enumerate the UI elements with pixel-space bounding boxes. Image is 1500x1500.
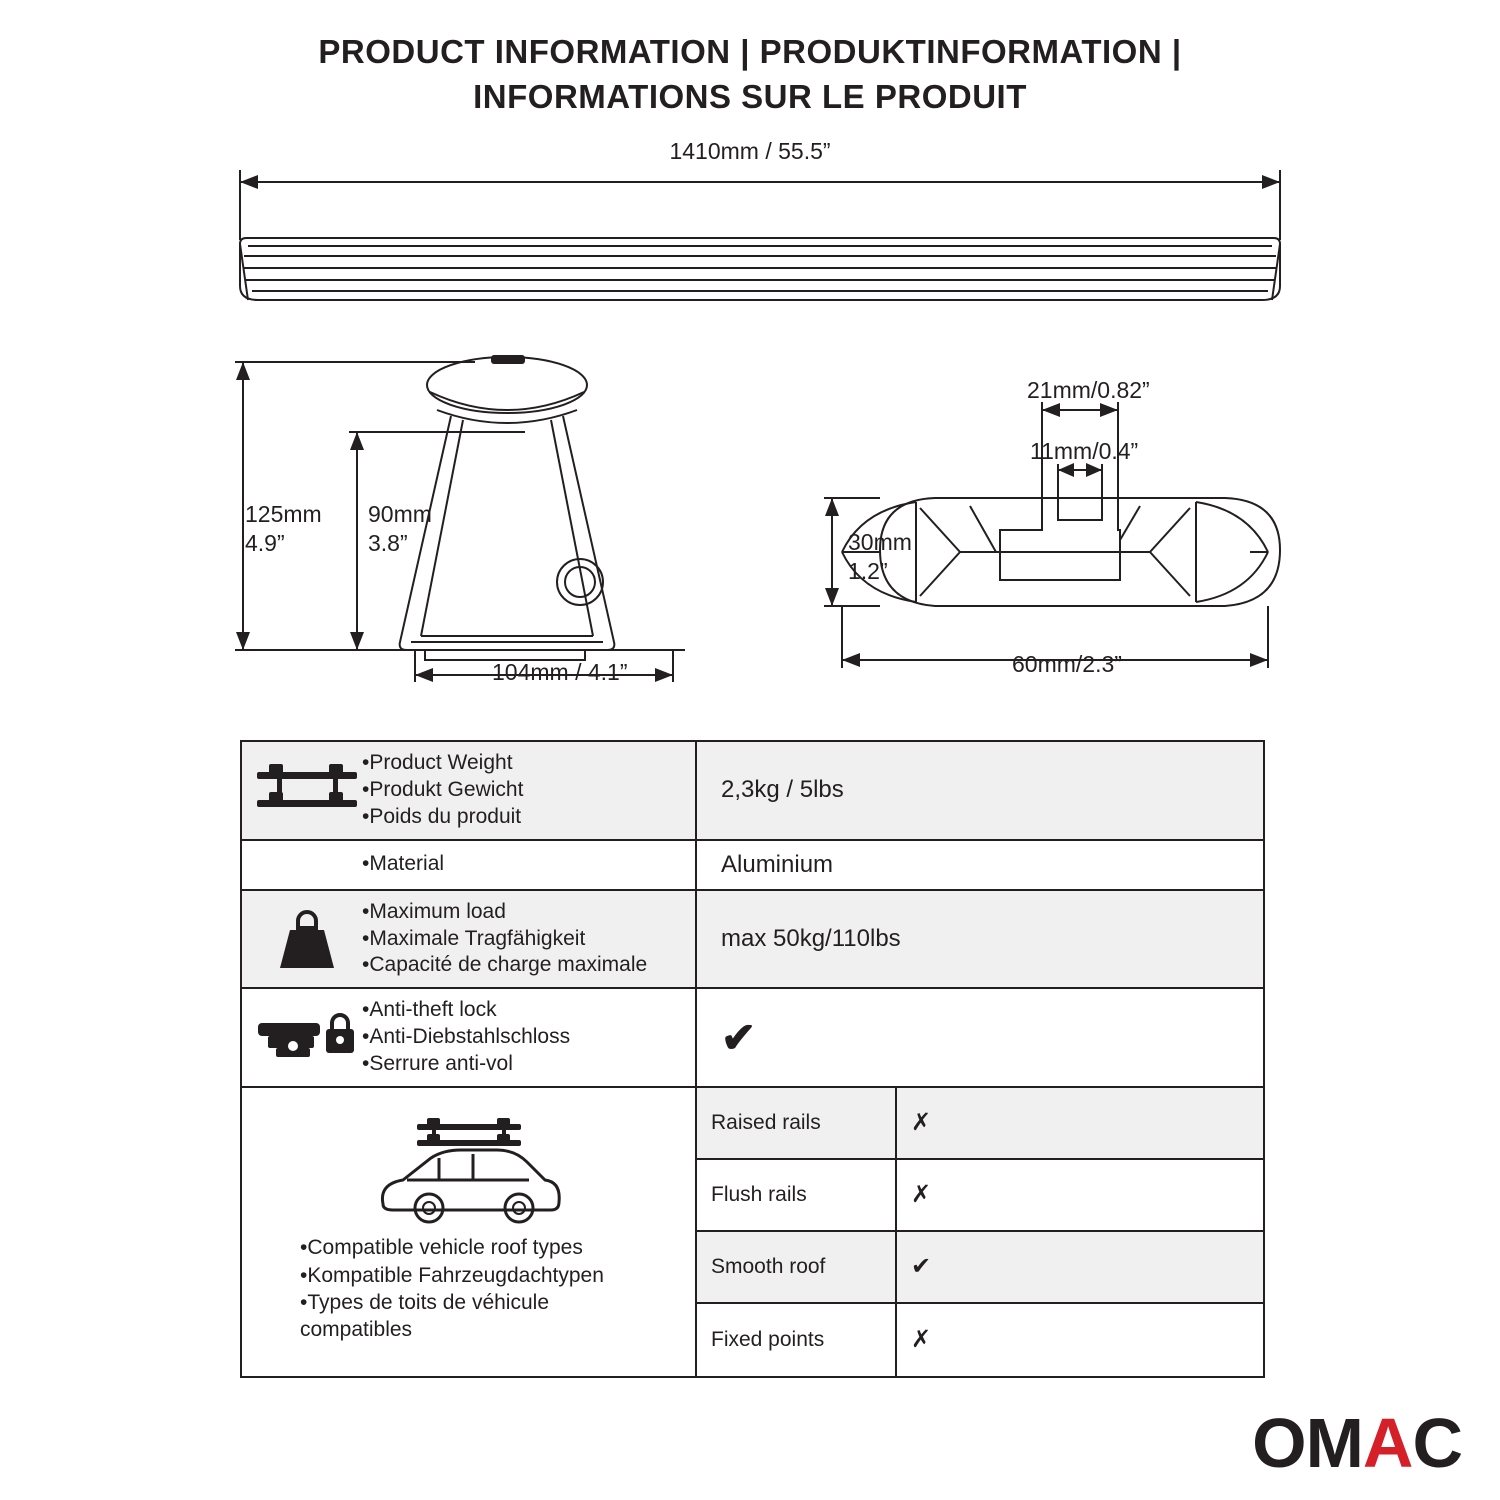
car-with-rack-icon: [369, 1118, 569, 1228]
roof-type-value-cross-icon: ✗: [911, 1109, 932, 1137]
total-height-dimension: 125mm 4.9”: [245, 501, 322, 556]
page-title-line1: PRODUCT INFORMATION | PRODUKTINFORMATION |: [318, 33, 1182, 70]
table-row-roof-types: [242, 1088, 1263, 1376]
profile-top-width-dimension: 21mm/0.82”: [1027, 377, 1150, 403]
roof-types-grid: [697, 1088, 1263, 1376]
table-row-weight-value: 2,3kg / 5lbs: [697, 742, 1263, 839]
check-icon: ✔: [721, 1013, 757, 1061]
crossbars-icon: [252, 760, 362, 820]
table-row-material-labels: •Material: [362, 852, 445, 876]
table-row-maxload-label-cell: [242, 891, 697, 988]
table-row-lock: [242, 989, 1263, 1088]
table-row-weight-label-cell: [242, 742, 697, 839]
table-row-maxload-value: max 50kg/110lbs: [697, 891, 1263, 988]
profile-height-dimension: 30mm 1.2”: [848, 529, 912, 584]
profile-slot-width-dimension: 11mm/0.4”: [1030, 438, 1139, 464]
roof-type-row-raised-rails: [697, 1088, 1263, 1160]
weight-icon: [252, 906, 362, 972]
table-row-material: [242, 841, 1263, 891]
roof-type-name: Flush rails: [697, 1160, 897, 1230]
profile-width-dimension: 60mm/2.3”: [1012, 651, 1122, 677]
logo-letter-m: M: [1305, 1404, 1363, 1482]
omac-logo: [1252, 1404, 1462, 1482]
lock-icon: [252, 1005, 362, 1071]
roof-type-value-cross-icon: ✗: [911, 1181, 932, 1209]
roof-type-name: Raised rails: [697, 1088, 897, 1158]
foot-height-dimension: 90mm 3.8”: [368, 501, 432, 556]
crossbar-side-view-drawing: [200, 160, 1320, 320]
table-row-maxload: [242, 891, 1263, 990]
roof-type-row-fixed-points: [697, 1304, 1263, 1376]
specification-table: [240, 740, 1265, 1378]
roof-type-value-cross-icon: ✗: [911, 1326, 932, 1354]
table-row-lock-label-cell: [242, 989, 697, 1086]
logo-letter-c: C: [1412, 1404, 1462, 1482]
roof-type-name: Smooth roof: [697, 1232, 897, 1302]
table-row-weight-labels: •Product Weight •Produkt Gewicht •Poids du produit: [362, 751, 524, 828]
table-row-lock-value: [697, 989, 1263, 1086]
roof-types-labels: •Compatible vehicle roof types •Kompatible Fahrzeugdachtypen •Types de toits de véhicule compatibles: [300, 1236, 604, 1342]
page-title: [0, 30, 1500, 120]
bar-length-label: 1410mm / 55.5”: [669, 138, 831, 164]
logo-letter-o: O: [1252, 1404, 1306, 1482]
logo-letter-a: A: [1362, 1404, 1413, 1482]
table-row-material-value: Aluminium: [721, 850, 834, 878]
roof-type-row-flush-rails: [697, 1160, 1263, 1232]
table-row-lock-labels: •Anti-theft lock •Anti-Diebstahlschloss •Serrure anti-vol: [362, 998, 571, 1075]
roof-type-name: Fixed points: [697, 1304, 897, 1376]
roof-types-label-cell: [242, 1088, 697, 1376]
table-row-maxload-labels: •Maximum load •Maximale Tragfähigkeit •Capacité de charge maximale: [362, 899, 648, 977]
foot-width-dimension: 104mm / 4.1”: [492, 659, 628, 685]
roof-type-row-smooth-roof: [697, 1232, 1263, 1304]
page-title-line2: INFORMATIONS SUR LE PRODUIT: [473, 77, 1027, 115]
roof-type-value-check-icon: ✔: [911, 1253, 932, 1281]
table-row-material-label-cell: [242, 841, 697, 889]
table-row-weight: [242, 742, 1263, 841]
